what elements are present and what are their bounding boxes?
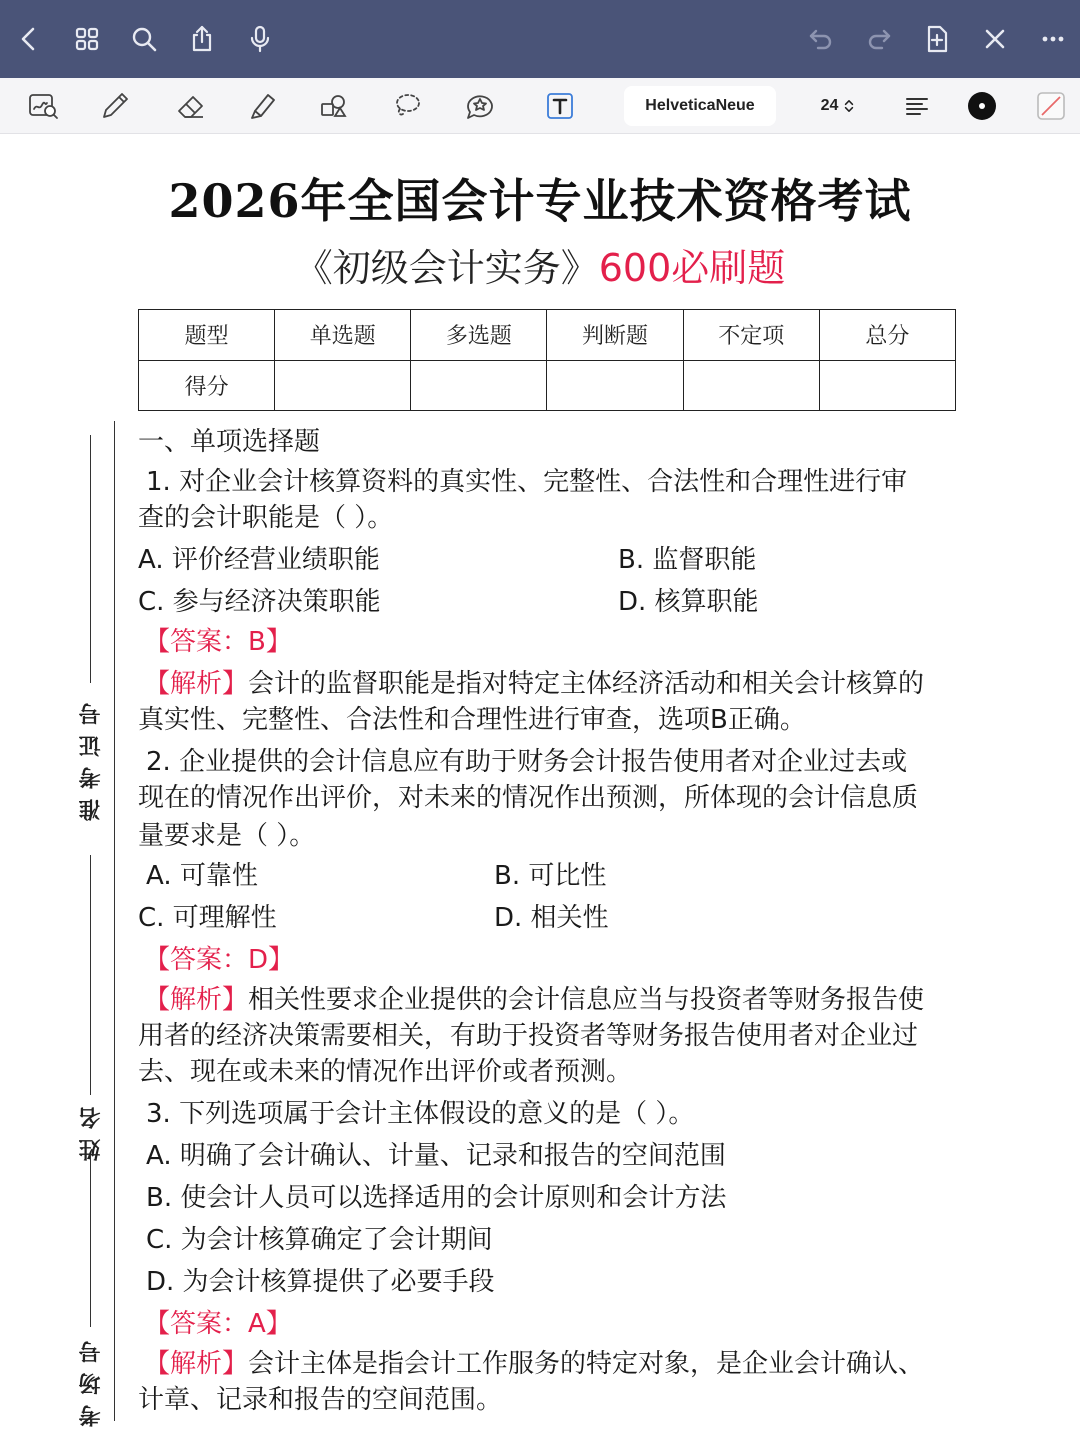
more-icon[interactable] — [1034, 20, 1072, 58]
option-c: C. 参与经济决策职能 — [138, 587, 381, 617]
side-divider — [90, 1155, 91, 1327]
option-c: C. 可理解性 — [138, 903, 277, 933]
analysis-tag: 【解析】 — [144, 669, 249, 699]
sticker-icon[interactable] — [459, 86, 501, 126]
font-name-selector[interactable]: HelveticaNeue — [624, 86, 776, 126]
option-b: B. 监督职能 — [618, 545, 757, 575]
table-header-cell: 单选题 — [275, 310, 411, 361]
analysis-text: 用者的经济决策需要相关，有助于投资者等财务报告使用者对企业过 — [138, 1021, 919, 1051]
text-tool-icon[interactable] — [539, 86, 581, 126]
table-header-cell: 不定项 — [683, 310, 819, 361]
undo-icon[interactable] — [802, 20, 840, 58]
answer-label: 【答案：A】 — [144, 1309, 292, 1339]
analysis-tag: 【解析】 — [144, 1349, 249, 1379]
align-left-icon[interactable] — [896, 86, 938, 126]
option-d: D. 为会计核算提供了必要手段 — [146, 1267, 495, 1297]
side-divider — [90, 855, 91, 1095]
score-cell — [819, 360, 955, 411]
chevron-updown-icon — [843, 97, 855, 115]
candidate-name-label: 姓名 — [79, 1097, 104, 1161]
score-cell — [683, 360, 819, 411]
table-header-cell: 题型 — [139, 310, 275, 361]
score-table-header-row — [139, 310, 956, 361]
analysis-line — [144, 983, 924, 1017]
analysis-tag: 【解析】 — [144, 985, 249, 1015]
font-size-value: 24 — [820, 97, 839, 114]
table-header-cell: 总分 — [819, 310, 955, 361]
question-stem: 3. 下列选项属于会计主体假设的意义的是（ ）。 — [146, 1099, 695, 1129]
analysis-line — [144, 667, 924, 701]
close-icon[interactable] — [976, 20, 1014, 58]
document-page — [0, 135, 1080, 1443]
subtitle-book-name: 《初级会计实务》 — [294, 246, 599, 290]
microphone-icon[interactable] — [241, 20, 279, 58]
font-size-selector[interactable] — [806, 86, 870, 126]
table-row-label: 得分 — [139, 360, 275, 411]
search-icon[interactable] — [125, 20, 163, 58]
table-header-cell: 多选题 — [411, 310, 547, 361]
question-stem: 查的会计职能是（ ）。 — [138, 503, 394, 533]
analysis-text: 去、现在或未来的情况作出评价或者预测。 — [138, 1057, 633, 1087]
back-icon[interactable] — [10, 20, 48, 58]
pen-icon[interactable] — [94, 86, 136, 126]
share-icon[interactable] — [183, 20, 221, 58]
question-stem: 1. 对企业会计核算资料的真实性、完整性、合法性和合理性进行审 — [146, 467, 908, 497]
highlighter-icon[interactable] — [242, 86, 284, 126]
top-navigation-bar — [0, 0, 1080, 78]
analysis-text: 会计主体是指会计工作服务的特定对象，是企业会计确认、 — [248, 1349, 925, 1379]
answer-label: 【答案：B】 — [144, 627, 292, 657]
score-cell — [411, 360, 547, 411]
eraser-icon[interactable] — [170, 86, 212, 126]
color-picker-icon[interactable] — [961, 86, 1003, 126]
answer-label: 【答案：D】 — [144, 945, 295, 975]
exam-room-number-label: 考场号 — [79, 1331, 104, 1427]
option-d: D. 相关性 — [494, 903, 609, 933]
score-cell — [275, 360, 411, 411]
grid-icon[interactable] — [68, 20, 106, 58]
binding-margin-line — [114, 421, 115, 1421]
score-table-score-row — [139, 360, 956, 411]
zoom-select-icon[interactable] — [22, 86, 64, 126]
analysis-text: 相关性要求企业提供的会计信息应当与投资者等财务报告使 — [248, 985, 925, 1015]
drawing-toolbar — [0, 78, 1080, 134]
option-a: A. 可靠性 — [146, 861, 258, 891]
analysis-text: 计章、记录和报告的空间范围。 — [138, 1385, 503, 1415]
analysis-text: 会计的监督职能是指对特定主体经济活动和相关会计核算的 — [248, 669, 925, 699]
score-cell — [547, 360, 683, 411]
option-d: D. 核算职能 — [618, 587, 759, 617]
option-b: B. 可比性 — [494, 861, 607, 891]
option-a: A. 评价经营业绩职能 — [138, 545, 380, 575]
option-c: C. 为会计核算确定了会计期间 — [146, 1225, 493, 1255]
score-table — [138, 309, 956, 411]
option-b: B. 使会计人员可以选择适用的会计原则和会计方法 — [146, 1183, 727, 1213]
option-a: A. 明确了会计确认、计量、记录和报告的空间范围 — [146, 1141, 726, 1171]
question-stem: 2. 企业提供的会计信息应有助于财务会计报告使用者对企业过去或 — [146, 747, 908, 777]
shapes-icon[interactable] — [313, 86, 355, 126]
analysis-text: 真实性、完整性、合法性和合理性进行审查，选项B正确。 — [138, 705, 806, 735]
section-heading: 一、单项选择题 — [138, 427, 321, 457]
lasso-icon[interactable] — [386, 86, 428, 126]
redo-icon[interactable] — [860, 20, 898, 58]
exam-cert-number-label: 准考证号 — [79, 693, 104, 821]
table-header-cell: 判断题 — [547, 310, 683, 361]
background-fill-icon[interactable] — [1030, 86, 1072, 126]
analysis-line — [144, 1347, 924, 1381]
document-title: 2026年全国会计专业技术资格考试 — [168, 174, 912, 228]
add-page-icon[interactable] — [918, 20, 956, 58]
side-divider — [90, 435, 91, 683]
question-stem: 现在的情况作出评价，对未来的情况作出预测，所体现的会计信息质 — [138, 783, 919, 813]
subtitle-highlight: 600必刷题 — [598, 246, 786, 290]
document-subtitle — [0, 237, 1080, 292]
question-stem: 量要求是（ ）。 — [138, 821, 316, 851]
